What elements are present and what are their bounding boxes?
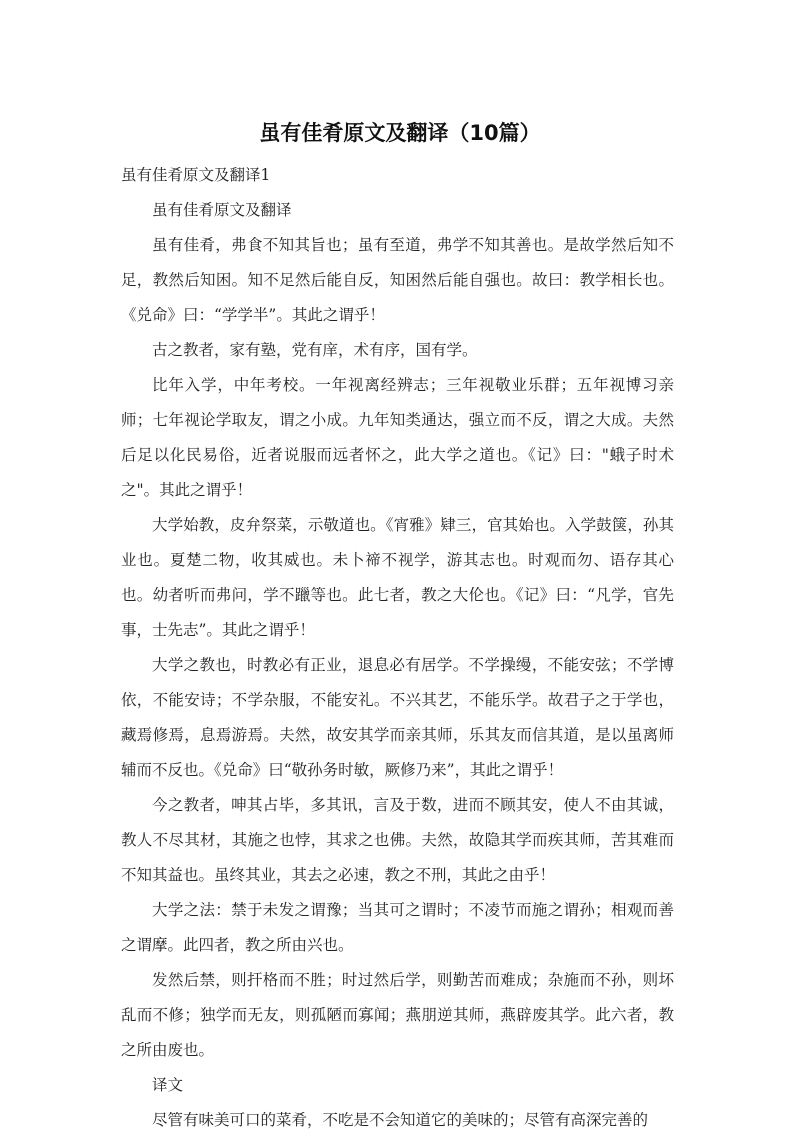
translation-heading: 译文	[152, 1076, 184, 1094]
section-heading: 虽有佳肴原文及翻译1	[121, 166, 271, 184]
paragraph: 发然后禁，则扞格而不胜；时过然后学，则勤苦而难成；杂施而不孙，则坏乱而不修；独学而无友，则孤陋而寡闻；燕朋逆其师，燕辟废其学。此六者，教之所由废也。	[121, 971, 674, 1059]
paragraph: 大学之教也，时教必有正业，退息必有居学。不学操缦，不能安弦；不学博依，不能安诗；不学杂服，不能安礼。不兴其艺，不能乐学。故君子之于学也，藏焉修焉，息焉游焉。夫然，故安其学而亲其师，乐其友而信其道，是以虽离师辅而不反也。《兑命》曰“敬孙务时敏，厥修乃来”，其此之谓乎！	[121, 656, 674, 779]
paragraph: 尽管有味美可口的菜肴，不吃是不会知道它的美味的；尽管有高深完善的	[152, 1111, 649, 1129]
subheading: 虽有佳肴原文及翻译	[152, 201, 292, 219]
paragraph: 大学之法：禁于未发之谓豫；当其可之谓时；不凌节而施之谓孙；相观而善之谓摩。此四者，教之所由兴也。	[121, 901, 674, 954]
paragraph: 大学始教，皮弁祭菜，示敬道也。《宵雅》肄三，官其始也。入学鼓箧，孙其业也。夏楚二物，收其威也。未卜禘不视学，游其志也。时观而勿、语存其心也。幼者听而弗问，学不躐等也。此七者，教之大伦也。《记》曰：“凡学，官先事，士先志”。其此之谓乎！	[121, 516, 674, 639]
paragraph: 比年入学，中年考校。一年视离经辨志；三年视敬业乐群；五年视博习亲师；七年视论学取友，谓之小成。九年知类通达，强立而不反，谓之大成。夫然后足以化民易俗，近者说服而远者怀之，此大学之道也。《记》曰："蛾子时术之"。其此之谓乎！	[121, 376, 674, 499]
paragraph: 古之教者，家有塾，党有庠，术有序，国有学。	[152, 341, 478, 359]
paragraph: 虽有佳肴，弗食不知其旨也；虽有至道，弗学不知其善也。是故学然后知不足，教然后知困。知不足然后能自反，知困然后能自强也。故曰：教学相长也。《兑命》曰：“学学半”。其此之谓乎！	[121, 236, 674, 324]
document-body	[121, 158, 674, 1138]
paragraph: 今之教者，呻其占毕，多其讯，言及于数，进而不顾其安，使人不由其诚，教人不尽其材，其施之也悖，其求之也佛。夫然，故隐其学而疾其师，苦其难而不知其益也。虽终其业，其去之必速，教之不刑，其此之由乎！	[121, 796, 674, 884]
document-title: 虽有佳肴原文及翻译（10篇）	[259, 121, 541, 145]
